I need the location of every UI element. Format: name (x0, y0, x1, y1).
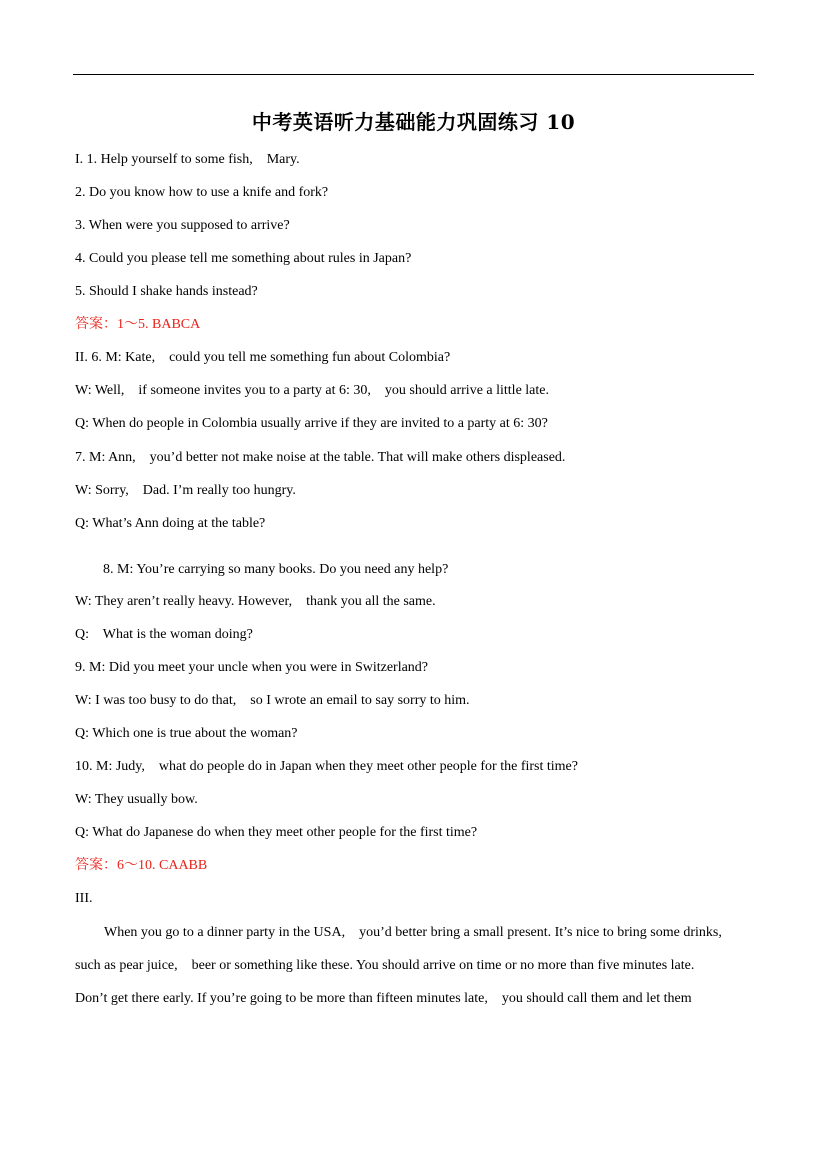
text-line: 5. Should I shake hands instead? (75, 284, 258, 299)
text-line: 10. M: Judy, what do people do in Japan when they meet other people for the first time? (75, 759, 578, 774)
text-line: Q: Which one is true about the woman? (75, 726, 298, 741)
paragraph-line: Don’t get there early. If you’re going to be more than fifteen minutes late, you should call them and let them (75, 991, 692, 1006)
answer-line: 答案：6～10. CAABB (75, 858, 208, 873)
text-line: 8. M: You’re carrying so many books. Do you need any help? (103, 562, 449, 577)
text-line: W: I was too busy to do that, so I wrote an email to say sorry to him. (75, 693, 470, 708)
header-rule (73, 74, 754, 75)
page-title: 中考英语听力基础能力巩固练习 10 (251, 110, 576, 134)
paragraph-line: When you go to a dinner party in the USA, you’d better bring a small present. It’s nice to bring some drinks, (104, 925, 722, 940)
text-line: Q: What’s Ann doing at the table? (75, 516, 266, 531)
text-line: W: They aren’t really heavy. However, thank you all the same. (75, 594, 436, 609)
paragraph-line: such as pear juice, beer or something like these. You should arrive on time or no more than five minutes late. (75, 958, 695, 973)
text-line: 2. Do you know how to use a knife and fork? (75, 185, 329, 200)
text-line: I. 1. Help yourself to some fish, Mary. (75, 152, 300, 167)
text-line: 4. Could you please tell me something about rules in Japan? (75, 251, 412, 266)
answer-line: 答案：1～5. BABCA (75, 317, 201, 332)
text-line: 7. M: Ann, you’d better not make noise at the table. That will make others displeased. (75, 450, 566, 465)
text-line: W: Well, if someone invites you to a party at 6: 30, you should arrive a little late. (75, 383, 549, 398)
text-line: 3. When were you supposed to arrive? (75, 218, 290, 233)
text-line: Q: What is the woman doing? (75, 627, 253, 642)
section-label: III. (75, 891, 93, 906)
text-line: II. 6. M: Kate, could you tell me something fun about Colombia? (75, 350, 451, 365)
text-line: Q: When do people in Colombia usually arrive if they are invited to a party at 6: 30? (75, 416, 548, 431)
text-line: Q: What do Japanese do when they meet other people for the first time? (75, 825, 478, 840)
text-line: W: They usually bow. (75, 792, 198, 807)
text-line: 9. M: Did you meet your uncle when you were in Switzerland? (75, 660, 429, 675)
text-line: W: Sorry, Dad. I’m really too hungry. (75, 483, 296, 498)
